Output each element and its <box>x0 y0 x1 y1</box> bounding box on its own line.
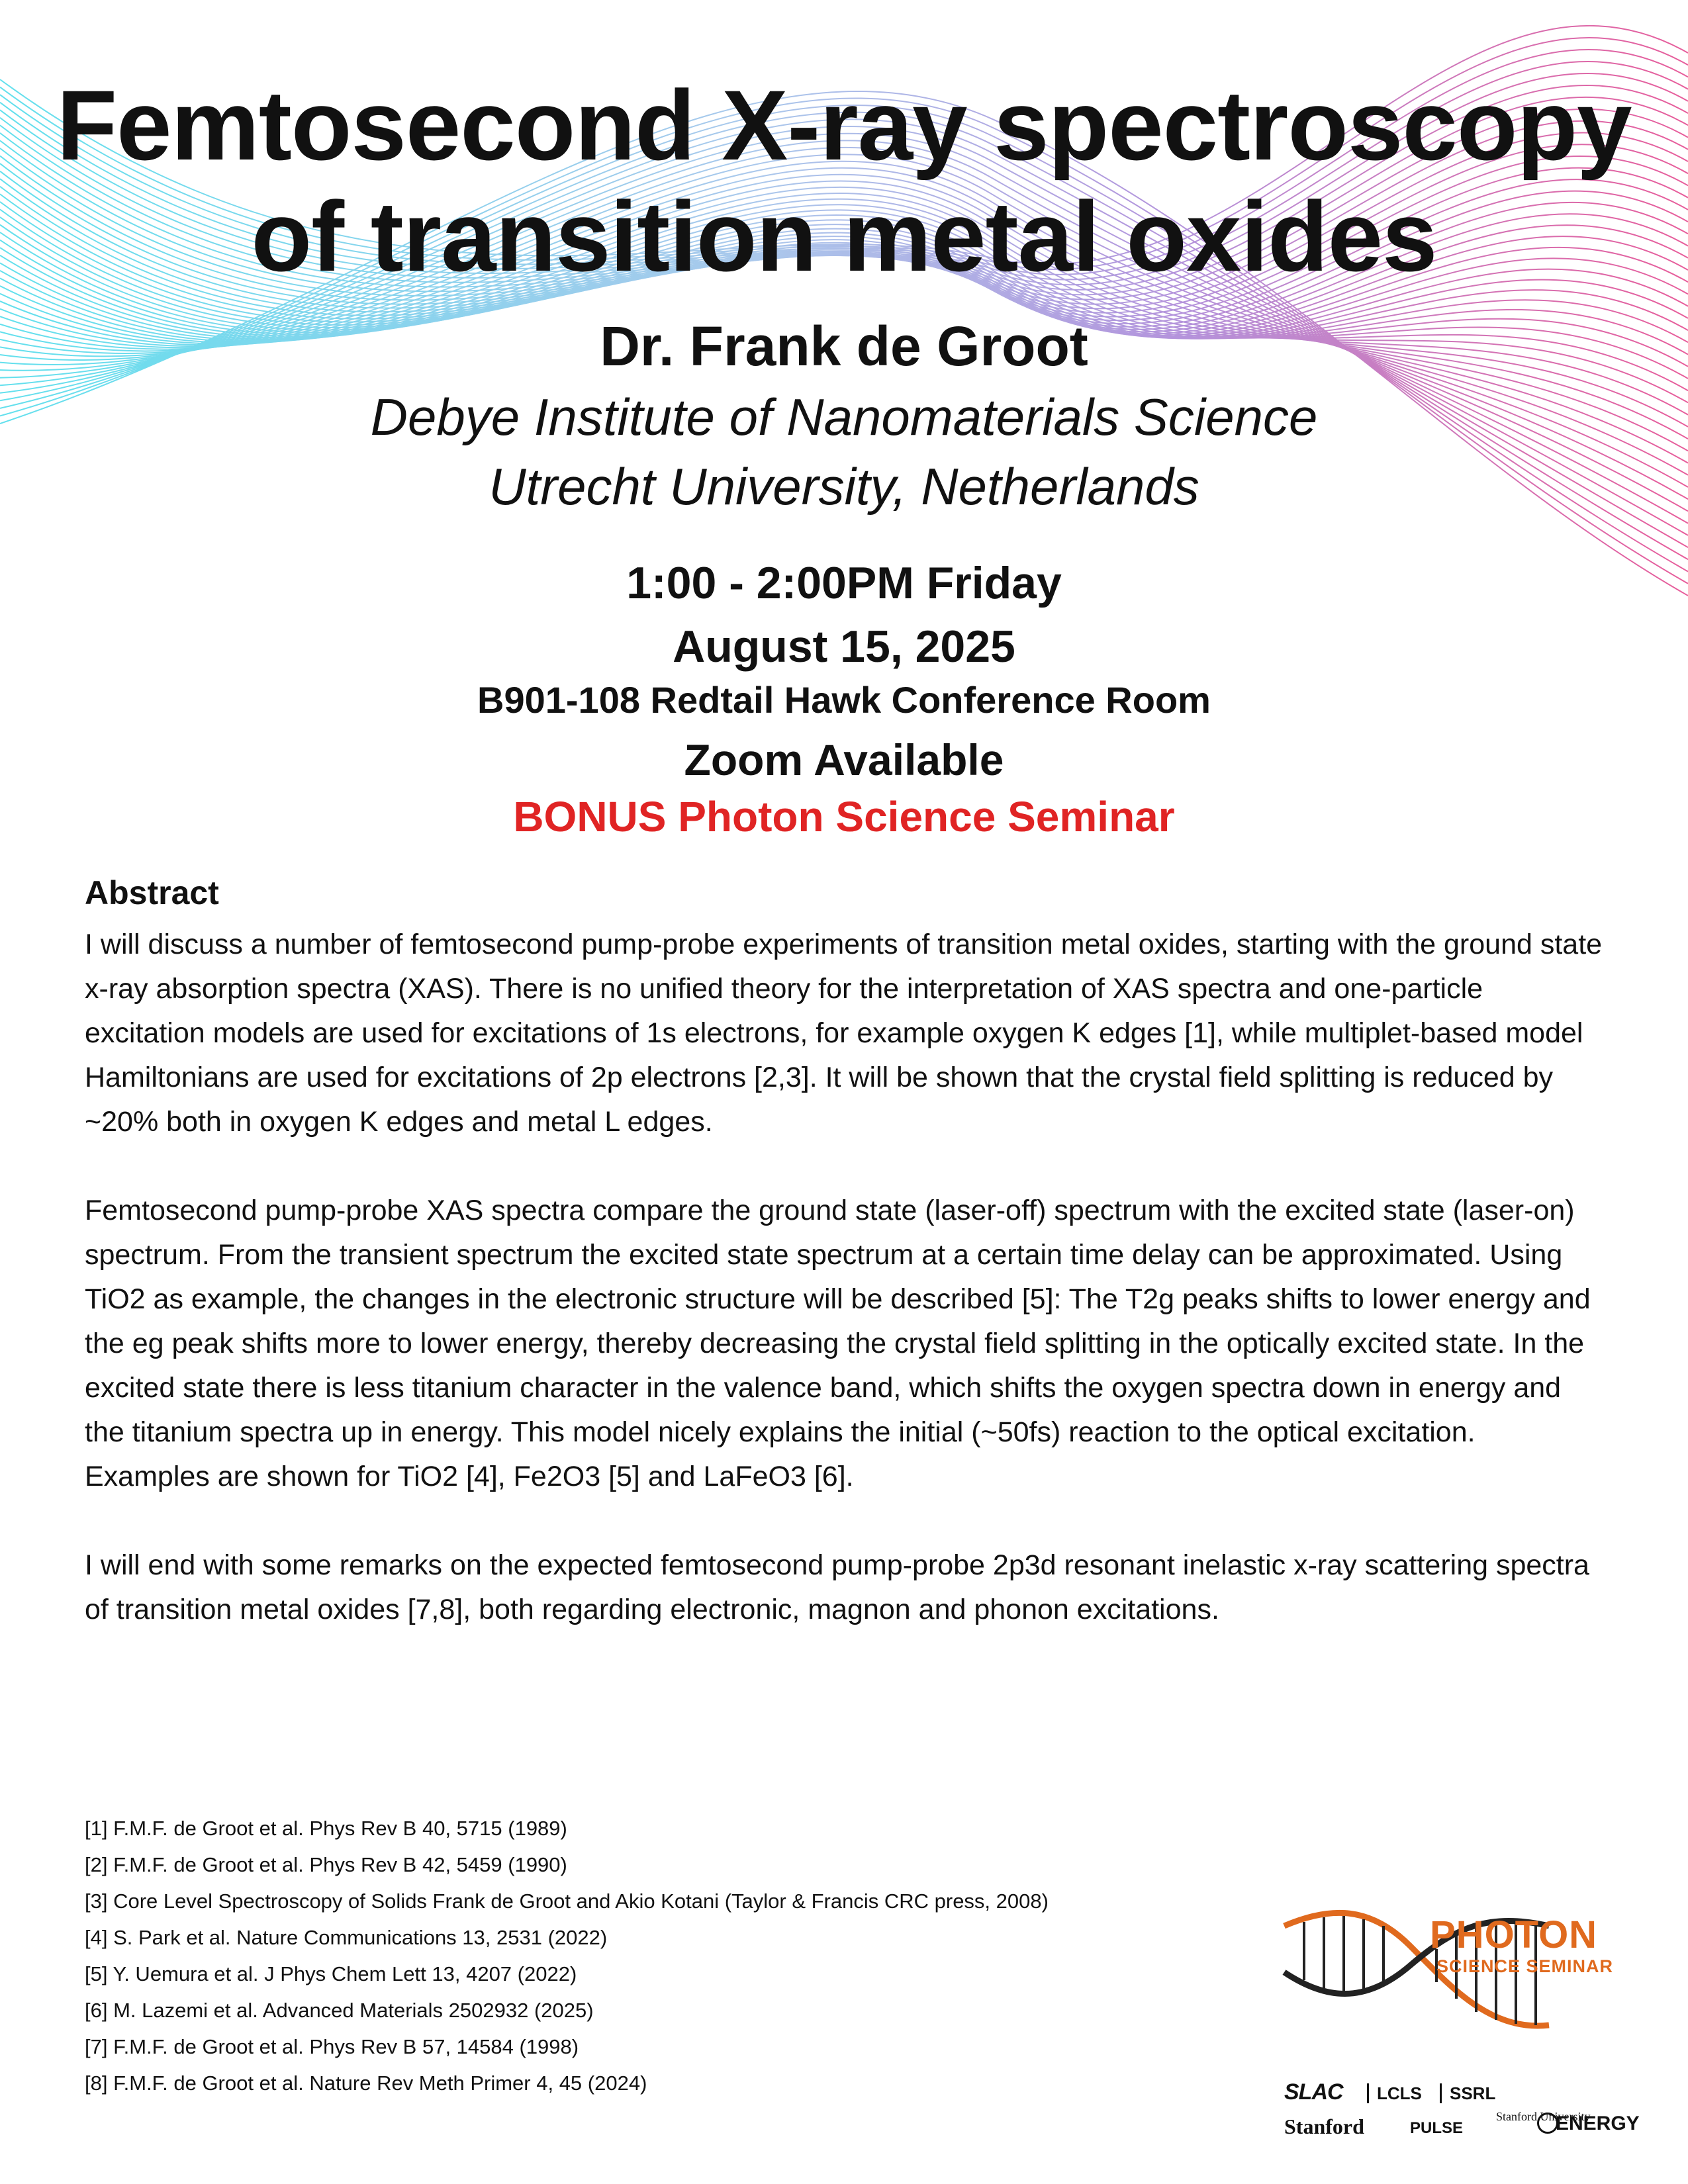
logo-title: PHOTON <box>1430 1913 1598 1956</box>
title-line-1: Femtosecond X-ray spectroscopy <box>56 69 1632 181</box>
logo-subtitle: SCIENCE SEMINAR <box>1436 1956 1614 1976</box>
reference-item: [4] S. Park et al. Nature Communications 13, 2531 (2022) <box>85 1926 608 1949</box>
title-line-2: of transition metal oxides <box>251 181 1437 292</box>
references-list <box>85 1810 1276 2101</box>
photon-science-seminar-logo <box>1278 1899 1648 2151</box>
abstract-paragraph-3: I will end with some remarks on the expected femtosecond pump-probe 2p3d resonant inelastic x-ray scattering spectra of transition metal oxides [7,8], both regarding electronic, magnon and phonon excitations. <box>85 1549 1589 1625</box>
abstract-heading: Abstract <box>85 874 219 911</box>
reference-item: [5] Y. Uemura et al. J Phys Chem Lett 13, 4207 (2022) <box>85 1962 577 1985</box>
speaker-name: Dr. Frank de Groot <box>600 315 1088 377</box>
event-time: 1:00 - 2:00PM Friday <box>626 558 1062 608</box>
zoom-availability: Zoom Available <box>684 735 1004 784</box>
affiliation-line-1: Debye Institute of Nanomaterials Science <box>370 388 1318 446</box>
seminar-series: BONUS Photon Science Seminar <box>513 793 1175 841</box>
ssrl-logo: SSRL <box>1450 2083 1496 2103</box>
pulse-logo: PULSE <box>1410 2119 1464 2137</box>
affiliation-line-2: Utrecht University, Netherlands <box>489 457 1199 516</box>
stanford-university-logo: Stanford University <box>1496 2110 1591 2123</box>
reference-item: [1] F.M.F. de Groot et al. Phys Rev B 40, 5715 (1989) <box>85 1817 567 1840</box>
abstract-paragraph-2: Femtosecond pump-probe XAS spectra compare the ground state (laser-off) spectrum with the excited state (laser-on) spectrum. From the transient spectrum the excited state spectrum at a certain time delay can be approximated. Using TiO2 as example, the changes in the electronic structure will be described [5]: The T2g peaks shifts to lower energy and the eg peak shifts more to lower energy, thereby decreasing the crystal field splitting in the optically excited state. In the excited state there is less titanium character in the valence band, which shifts the oxygen spectra down in energy and the titanium spectra up in energy. This model nicely explains the initial (~50fs) reaction to the optical excitation. Examples are shown for TiO2 [4], Fe2O3 [5] and LaFeO3 [6]. <box>85 1195 1591 1492</box>
slac-logo: SLAC <box>1284 2079 1343 2105</box>
reference-item: [8] F.M.F. de Groot et al. Nature Rev Meth Primer 4, 45 (2024) <box>85 2071 647 2095</box>
stanford-logo: Stanford <box>1284 2115 1364 2138</box>
doe-logo: ENERGY <box>1556 2113 1640 2134</box>
abstract-paragraph-1: I will discuss a number of femtosecond pump-probe experiments of transition metal oxides, starting with the ground state x-ray absorption spectra (XAS). There is no unified theory for the interpretation of XAS spectra and one-particle excitation models are used for excitations of 1s electrons, for example oxygen K edges [1], while multiplet-based model Hamiltonians are used for excitations of 2p electrons [2,3]. It will be shown that the crystal field splitting is reduced by ~20% both in oxygen K edges and metal L edges. <box>85 929 1603 1138</box>
event-date: August 15, 2025 <box>673 621 1015 672</box>
reference-item: [6] M. Lazemi et al. Advanced Materials 2502932 (2025) <box>85 1999 594 2022</box>
seminar-title <box>0 69 1688 292</box>
lcls-logo: LCLS <box>1377 2083 1422 2103</box>
reference-item: [2] F.M.F. de Groot et al. Phys Rev B 42, 5459 (1990) <box>85 1853 567 1876</box>
abstract-section <box>85 874 1607 1632</box>
reference-item: [7] F.M.F. de Groot et al. Phys Rev B 57, 14584 (1998) <box>85 2035 579 2058</box>
reference-item: [3] Core Level Spectroscopy of Solids Frank de Groot and Akio Kotani (Taylor & Francis CRC press, 2008) <box>85 1889 1049 1913</box>
partner-divider <box>1367 2083 1369 2103</box>
partner-divider <box>1440 2083 1442 2103</box>
event-room: B901-108 Redtail Hawk Conference Room <box>477 679 1211 721</box>
